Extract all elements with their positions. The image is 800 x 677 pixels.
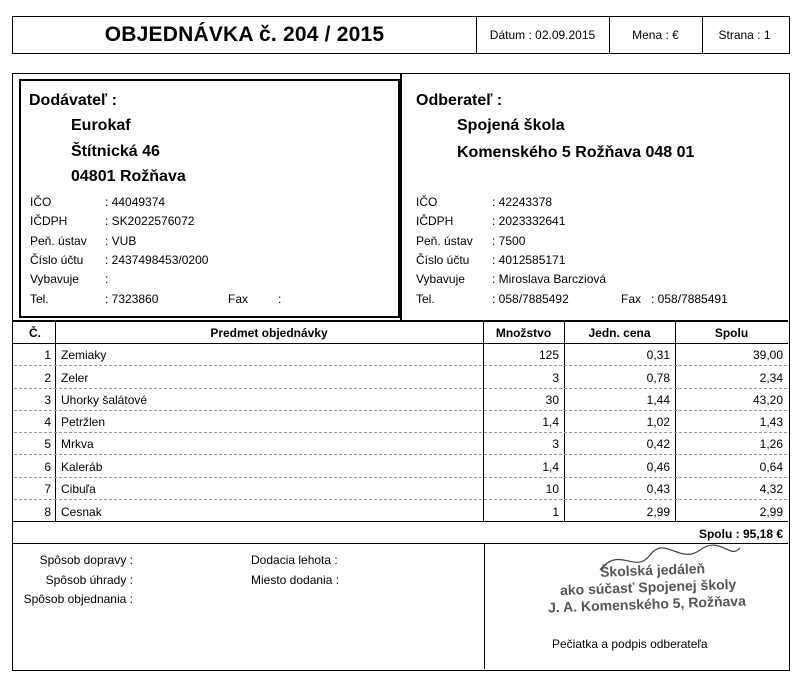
table-col-divider (55, 321, 56, 521)
row-separator (14, 365, 787, 366)
row-unit-price: 0,46 (646, 460, 670, 474)
supplier-icdph-label: IČDPH (30, 214, 68, 228)
row-total: 43,20 (752, 393, 783, 407)
party-divider (400, 74, 402, 320)
row-quantity: 1,4 (542, 460, 559, 474)
supplier-heading: Dodávateľ : (29, 92, 117, 109)
supplier-icdph-value: : SK2022576072 (105, 214, 195, 228)
row-quantity: 3 (552, 371, 559, 385)
row-total: 39,00 (752, 348, 783, 362)
table-header-border (13, 343, 788, 344)
customer-account-label: Číslo účtu (416, 253, 470, 267)
supplier-fax-value: : (278, 292, 282, 306)
customer-icdph-label: IČDPH (416, 214, 454, 228)
supplier-tel-value: : 7323860 (105, 292, 159, 306)
row-item: Zeler (61, 371, 89, 385)
row-quantity: 3 (552, 437, 559, 451)
customer-contact-label: Vybavuje (416, 272, 465, 286)
row-total: 2,34 (759, 371, 783, 385)
col-header-total: Spolu (714, 326, 749, 340)
supplier-contact-label: Vybavuje (30, 272, 79, 286)
col-header-no: Č. (29, 326, 41, 340)
row-separator (14, 454, 787, 455)
row-item: Petržlen (61, 415, 106, 429)
customer-ico-label: IČO (416, 195, 438, 209)
customer-account-value: : 4012585171 (492, 253, 566, 267)
supplier-contact-value: : (105, 272, 109, 286)
row-unit-price: 0,78 (646, 371, 670, 385)
row-quantity: 10 (545, 482, 559, 496)
row-total: 2,99 (759, 505, 783, 519)
page-number: Strana : 1 (718, 28, 771, 42)
stamp-line: J. A. Komenského 5, Rožňava (547, 592, 747, 616)
row-separator (14, 388, 787, 389)
col-header-item: Predmet objednávky (210, 326, 328, 340)
customer-bank-value: : 7500 (492, 234, 526, 248)
delivery-place-label: Miesto dodania : (251, 573, 340, 587)
customer-name: Spojená škola (457, 117, 565, 134)
delivery-time-label: Dodacia lehota : (251, 553, 338, 567)
row-separator (14, 477, 787, 478)
supplier-fax-label: Fax (228, 292, 249, 306)
supplier-tel-label: Tel. (30, 292, 49, 306)
row-unit-price: 0,42 (646, 437, 670, 451)
row-item: Cibuľa (61, 482, 96, 496)
row-item: Uhorky šalátové (61, 393, 148, 407)
row-unit-price: 1,44 (646, 393, 670, 407)
supplier-ico-value: : 44049374 (105, 195, 166, 209)
row-total: 4,32 (759, 482, 783, 496)
row-quantity: 125 (538, 348, 559, 362)
stamp-line: Školská jedáleň (599, 560, 706, 580)
row-unit-price: 0,31 (646, 348, 670, 362)
customer-contact-value: : Miroslava Barcziová (492, 272, 607, 286)
row-item: Kaleráb (61, 460, 103, 474)
customer-ico-value: : 42243378 (492, 195, 553, 209)
row-number: 5 (44, 437, 51, 451)
row-item: Mrkva (61, 437, 94, 451)
row-number: 2 (44, 371, 51, 385)
customer-tel-value: : 058/7885492 (492, 292, 569, 306)
order-date: Dátum : 02.09.2015 (489, 28, 596, 42)
customer-icdph-value: : 2023332641 (492, 214, 566, 228)
supplier-name: Eurokaf (71, 117, 131, 134)
supplier-ico-label: IČO (30, 195, 52, 209)
row-quantity: 1,4 (542, 415, 559, 429)
supplier-account-label: Číslo účtu (30, 253, 84, 267)
signature-label: Pečiatka a podpis odberateľa (552, 637, 708, 651)
stamp-line: ako súčasť Spojenej školy (559, 575, 737, 599)
row-item: Zemiaky (61, 348, 107, 362)
row-unit-price: 0,43 (646, 482, 670, 496)
col-header-unit-price: Jedn. cena (588, 326, 651, 340)
col-header-quantity: Množstvo (495, 326, 552, 340)
currency: Mena : € (632, 28, 679, 42)
header-bar (12, 16, 790, 54)
supplier-city: 04801 Rožňava (71, 168, 186, 185)
row-number: 7 (44, 482, 51, 496)
row-total: 0,64 (759, 460, 783, 474)
supplier-bank-value: : VUB (105, 234, 137, 248)
supplier-bank-label: Peň. ústav (30, 234, 87, 248)
order-method-label: Spôsob objednania : (23, 592, 133, 606)
row-total: 1,26 (759, 437, 783, 451)
transport-method-label: Spôsob dopravy : (39, 553, 133, 567)
row-unit-price: 1,02 (646, 415, 670, 429)
row-number: 6 (44, 460, 51, 474)
customer-fax-value: : 058/7885491 (651, 292, 728, 306)
table-top-border (13, 320, 788, 322)
table-bottom-border (13, 521, 788, 522)
grand-total: Spolu : 95,18 € (698, 527, 783, 541)
footer-divider (484, 543, 485, 669)
row-item: Cesnak (61, 505, 102, 519)
payment-method-label: Spôsob úhrady : (45, 573, 133, 587)
row-separator (14, 432, 787, 433)
signature-scribble (590, 540, 750, 580)
row-quantity: 30 (545, 393, 559, 407)
row-number: 3 (44, 393, 51, 407)
customer-bank-label: Peň. ústav (416, 234, 473, 248)
document-title: OBJEDNÁVKA č. 204 / 2015 (104, 23, 385, 46)
row-unit-price: 2,99 (646, 505, 670, 519)
customer-fax-label: Fax (621, 292, 642, 306)
row-number: 4 (44, 415, 51, 429)
supplier-account-value: : 2437498453/0200 (105, 253, 209, 267)
row-separator (14, 499, 787, 500)
customer-heading: Odberateľ : (416, 92, 503, 109)
row-quantity: 1 (552, 505, 559, 519)
supplier-street: Štítnická 46 (71, 143, 160, 160)
row-total: 1,43 (759, 415, 783, 429)
customer-tel-label: Tel. (416, 292, 435, 306)
customer-address: Komenského 5 Rožňava 048 01 (457, 144, 695, 161)
row-number: 8 (44, 505, 51, 519)
row-number: 1 (44, 348, 51, 362)
row-separator (14, 410, 787, 411)
